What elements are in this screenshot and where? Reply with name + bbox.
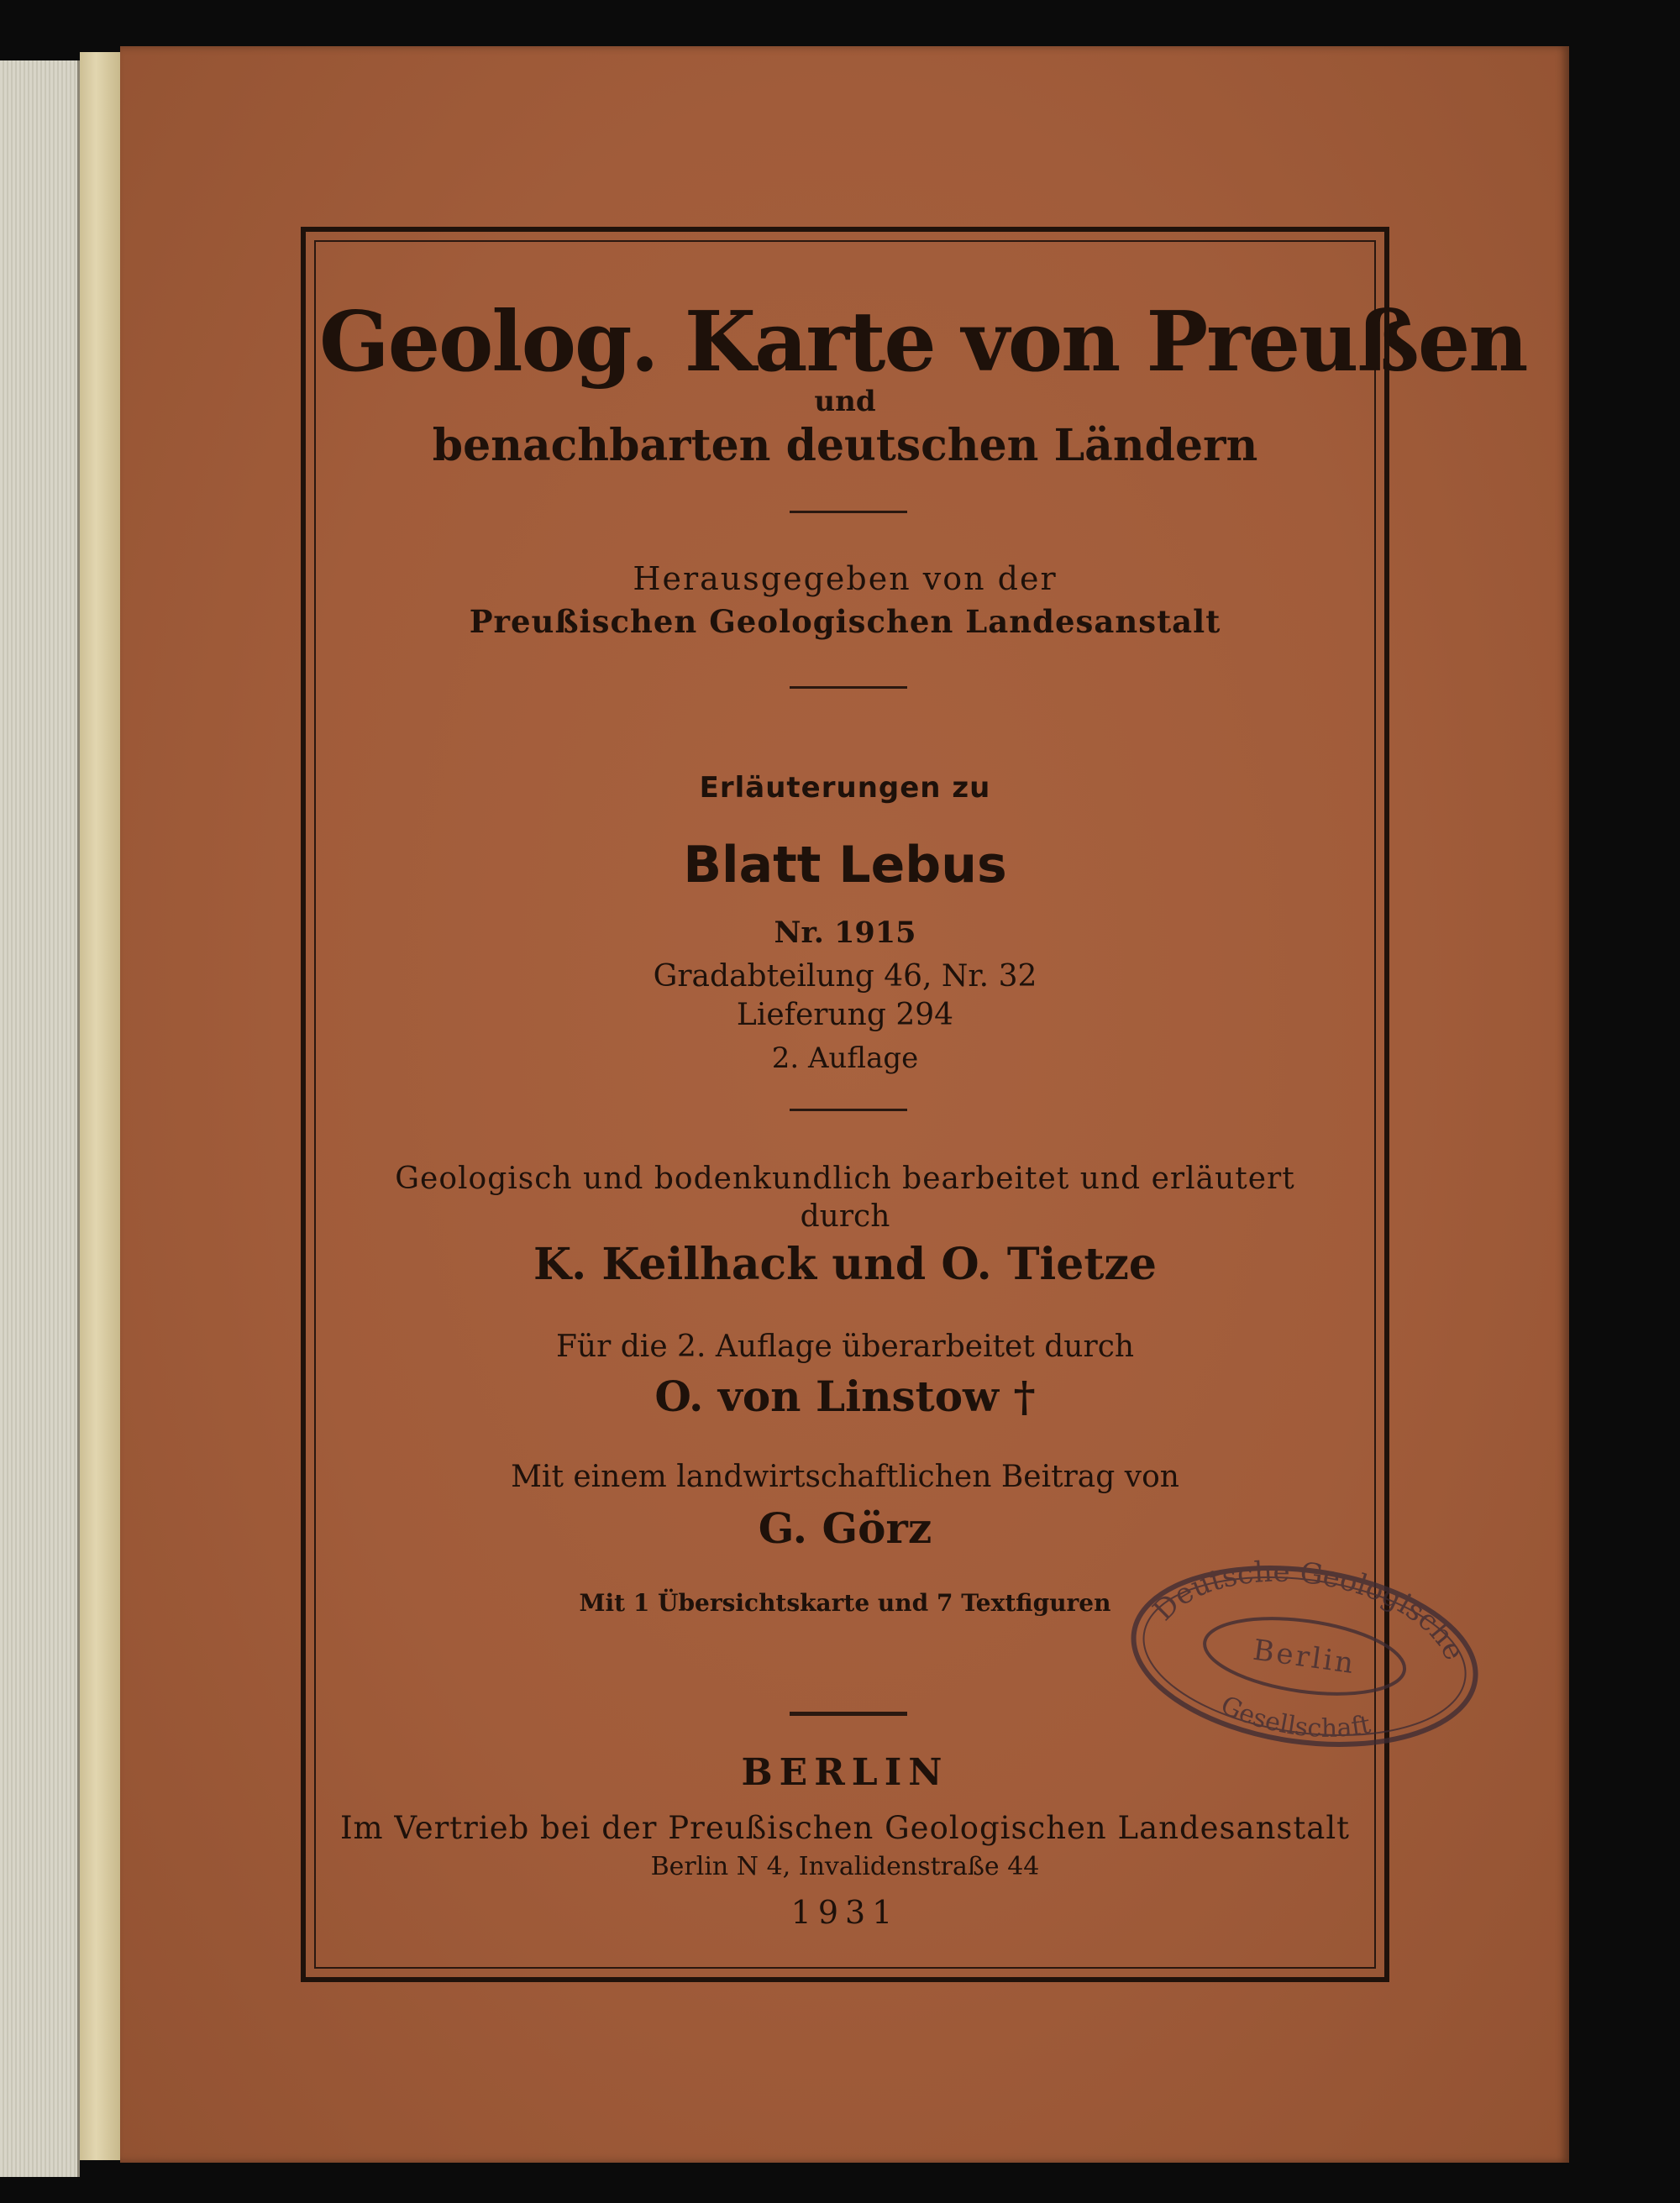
- sheet-title: Blatt Lebus: [683, 836, 1007, 894]
- stamp-text-middle: Berlin: [1251, 1633, 1358, 1681]
- figures-note: Mit 1 Übersichtskarte und 7 Textfiguren: [579, 1589, 1111, 1617]
- delivery-number: Lieferung 294: [736, 998, 954, 1032]
- authors: K. Keilhack und O. Tietze: [533, 1239, 1158, 1290]
- publisher-intro: Herausgegeben von der: [633, 560, 1058, 597]
- publication-year: 1931: [790, 1894, 900, 1931]
- endpaper-edge: [80, 52, 122, 2160]
- by-label: durch: [800, 1199, 890, 1234]
- worked-by-line: Geologisch und bodenkundlich bearbeitet und erläutert: [395, 1162, 1295, 1196]
- cover-subtitle: benachbarten deutschen Ländern: [432, 420, 1258, 471]
- divider-rule: [790, 686, 907, 689]
- publication-city: BERLIN: [741, 1751, 949, 1794]
- stamp-text-bottom: Gesellschaft: [1215, 1690, 1373, 1744]
- sheet-number: Nr. 1915: [774, 915, 916, 950]
- grade-division: Gradabteilung 46, Nr. 32: [653, 959, 1037, 994]
- contributor: G. Görz: [758, 1503, 932, 1553]
- book-spine: [0, 60, 80, 2177]
- edition-label: 2. Auflage: [771, 1041, 919, 1075]
- divider-rule: [790, 1109, 907, 1111]
- divider-rule: [790, 1712, 907, 1716]
- publisher-name: Preußischen Geologischen Landesanstalt: [469, 603, 1221, 640]
- revised-intro: Für die 2. Auflage überarbeitet durch: [555, 1330, 1135, 1364]
- divider-rule: [790, 511, 907, 513]
- explanations-label: Erläuterungen zu: [699, 771, 991, 805]
- stamp-text-top: Deutsche Geologische: [1146, 1555, 1472, 1666]
- publisher-address: Berlin N 4, Invalidenstraße 44: [650, 1852, 1040, 1881]
- contribution-intro: Mit einem landwirtschaftlichen Beitrag von: [511, 1460, 1179, 1494]
- distribution-line: Im Vertrieb bei der Preußischen Geologischen Landesanstalt: [339, 1810, 1351, 1846]
- cover-title: Geolog. Karte von Preußen: [319, 294, 1527, 391]
- reviser: O. von Linstow †: [654, 1372, 1036, 1421]
- title-conjunction: und: [814, 385, 876, 418]
